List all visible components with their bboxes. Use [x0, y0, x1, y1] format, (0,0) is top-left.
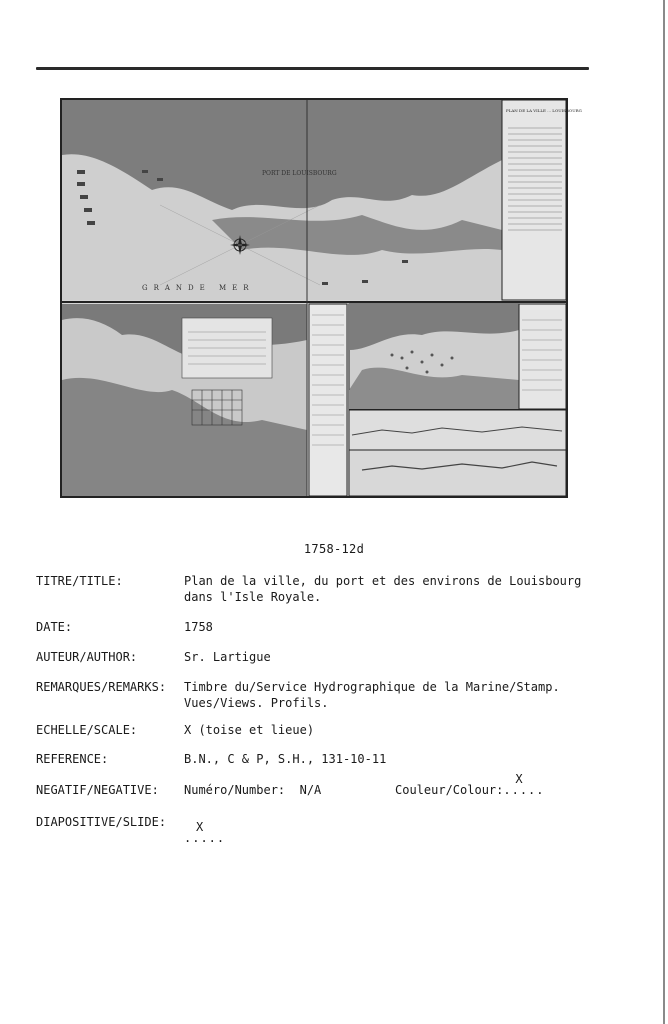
title-value: Plan de la ville, du port et des environs de Louisbourg dans l'Isle Royale. [184, 574, 582, 604]
map-photograph [60, 98, 582, 498]
slide-label: DIAPOSITIVE/SLIDE: [36, 815, 167, 829]
scale-label: ECHELLE/SCALE: [36, 723, 138, 737]
page-edge [663, 0, 665, 1024]
colour-checkbox [503, 772, 545, 798]
negative-colour-label: Couleur/Colour: [395, 783, 504, 797]
negative-label: NEGATIF/NEGATIVE: [36, 783, 159, 797]
negative-number [184, 782, 321, 798]
negative-colour [395, 772, 545, 798]
map-title-cartouche: PLAN DE LA VILLE ... LOUISBOURG [506, 108, 582, 113]
negative-number-label: Numéro/Number: [184, 783, 286, 797]
slide-checkbox [184, 820, 226, 846]
colour-check-mark: X [515, 772, 523, 786]
map-image [62, 100, 582, 496]
remarks-value: Timbre du/Service Hydrographique de la Marine/Stamp. Vues/Views. Profils. [184, 680, 560, 710]
slide-check-mark: X [196, 820, 204, 834]
author-label: AUTEUR/AUTHOR: [36, 650, 138, 664]
map-sea-label: GRANDE MER [142, 284, 255, 292]
catalog-id: 1758-12d [303, 542, 365, 556]
remarks-label: REMARQUES/REMARKS: [36, 680, 167, 694]
slide-dots: ..... [184, 831, 226, 845]
author-value: Sr. Lartigue [184, 650, 271, 664]
colour-dots: ..... [503, 783, 545, 797]
date-label: DATE: [36, 620, 73, 634]
map-harbour-label: PORT DE LOUISBOURG [262, 170, 337, 177]
title-label: TITRE/TITLE: [36, 574, 123, 588]
reference-label: REFERENCE: [36, 752, 109, 766]
scale-value: X (toise et lieue) [184, 723, 315, 737]
top-divider-line [36, 67, 589, 70]
date-value: 1758 [184, 620, 213, 634]
reference-value: B.N., C & P, S.H., 131-10-11 [184, 752, 387, 766]
slide-value [184, 814, 604, 846]
negative-number-value: N/A [299, 783, 322, 797]
